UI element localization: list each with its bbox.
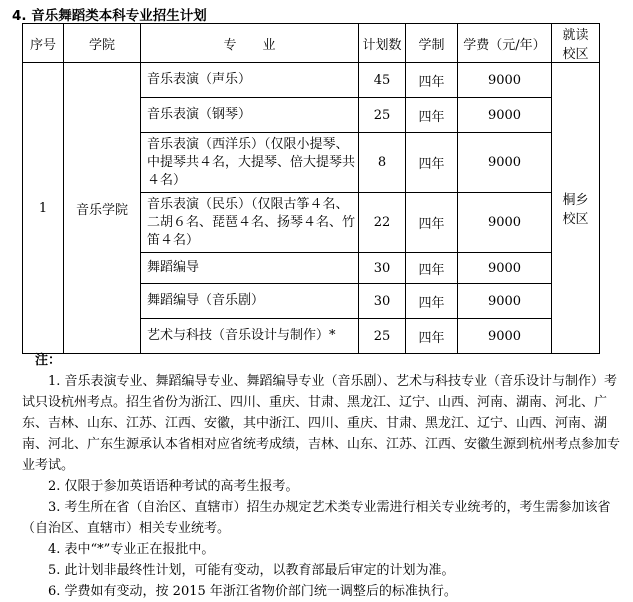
cell-plan: 30 <box>359 253 406 284</box>
cell-system: 四年 <box>406 98 458 133</box>
cell-fee: 9000 <box>458 319 552 354</box>
cell-plan: 22 <box>359 193 406 253</box>
header-no: 序号 <box>23 24 64 63</box>
notes-heading: 注： <box>35 353 62 368</box>
header-fee: 学费（元/年） <box>458 24 552 63</box>
cell-plan: 25 <box>359 319 406 354</box>
header-plan: 计划数 <box>359 24 406 63</box>
header-system: 学制 <box>406 24 458 63</box>
note-item: 6. 学费如有变动，按 2015 年浙江省物价部门统一调整后的标准执行。 <box>48 584 457 599</box>
note-item: 2. 仅限于参加英语语种考试的高考生报考。 <box>48 479 299 494</box>
cell-major: 舞蹈编导 <box>141 253 359 284</box>
note-item: 3. 考生所在省（自治区、直辖市）招生办规定艺术类专业需进行相关专业统考的，考生需参加该省（自治区、直辖市）相关专业统考。 <box>22 500 611 536</box>
cell-fee: 9000 <box>458 98 552 133</box>
cell-plan: 8 <box>359 133 406 193</box>
cell-system: 四年 <box>406 253 458 284</box>
header-college: 学院 <box>64 24 141 63</box>
cell-major: 音乐表演（西洋乐）（仅限小提琴、中提琴共４名，大提琴、倍大提琴共４名） <box>141 133 359 193</box>
group-campus: 桐乡校区 <box>552 63 600 354</box>
cell-plan: 25 <box>359 98 406 133</box>
cell-plan: 30 <box>359 284 406 319</box>
note-item: 5. 此计划非最终性计划，可能有变动，以教育部最后审定的计划为准。 <box>48 563 455 578</box>
table-row <box>23 63 600 98</box>
cell-major: 音乐表演（民乐）（仅限古筝４名、二胡６名、琵琶４名、扬琴４名、竹笛４名） <box>141 193 359 253</box>
cell-major: 舞蹈编导（音乐剧） <box>141 284 359 319</box>
section-title: 4. 音乐舞蹈类本科专业招生计划 <box>12 8 207 24</box>
cell-system: 四年 <box>406 63 458 98</box>
cell-major: 艺术与科技（音乐设计与制作）* <box>141 319 359 354</box>
cell-fee: 9000 <box>458 63 552 98</box>
group-no: 1 <box>23 63 64 354</box>
notes-section <box>22 350 622 602</box>
cell-fee: 9000 <box>458 284 552 319</box>
cell-major: 音乐表演（钢琴） <box>141 98 359 133</box>
cell-fee: 9000 <box>458 253 552 284</box>
cell-system: 四年 <box>406 284 458 319</box>
enrollment-plan-table <box>22 23 600 354</box>
note-item: 4. 表中“*”专业正在报批中。 <box>48 542 215 557</box>
header-campus: 就读校区 <box>552 24 600 63</box>
cell-major: 音乐表演（声乐） <box>141 63 359 98</box>
table-header-row <box>23 24 600 63</box>
cell-fee: 9000 <box>458 193 552 253</box>
note-item: 1. 音乐表演专业、舞蹈编导专业、舞蹈编导专业（音乐剧）、艺术与科技专业（音乐设计与制作）考试只设杭州考点。招生省份为浙江、四川、重庆、甘肃、黑龙江、辽宁、山西、河南、湖南、河北、广东、吉林、山东、江苏、江西、安徽，其中浙江、四川、重庆、甘肃、黑龙江、辽宁、山西、河南、湖南、河北、广东生源承认本省相对应省统考成绩，吉林、山东、江苏、江西、安徽生源到杭州考点参加专业考试。 <box>22 374 621 473</box>
cell-plan: 45 <box>359 63 406 98</box>
header-major: 专 业 <box>141 24 359 63</box>
cell-system: 四年 <box>406 319 458 354</box>
cell-system: 四年 <box>406 133 458 193</box>
cell-system: 四年 <box>406 193 458 253</box>
cell-fee: 9000 <box>458 133 552 193</box>
group-college: 音乐学院 <box>64 63 141 354</box>
